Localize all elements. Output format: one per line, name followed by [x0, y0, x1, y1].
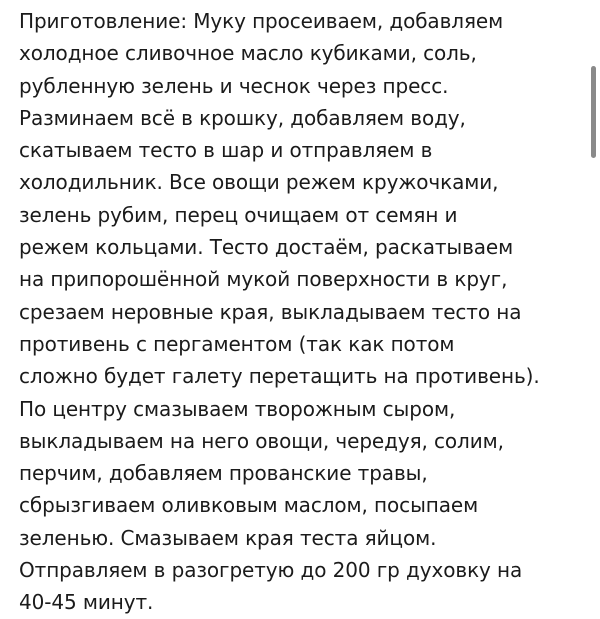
recipe-line: рубленную зелень и чеснок через пресс.	[19, 73, 449, 98]
recipe-line: холодильник. Все овощи режем кружочками,	[19, 170, 499, 195]
recipe-line: холодное сливочное масло кубиками, соль,	[19, 41, 477, 66]
recipe-line: срезаем неровные края, выкладываем тесто на	[19, 299, 522, 324]
recipe-line: 40-45 минут.	[19, 590, 154, 615]
recipe-line: зеленью. Смазываем края теста яйцом.	[19, 525, 437, 550]
recipe-line: Разминаем всё в крошку, добавляем воду,	[19, 105, 466, 130]
recipe-line: режем кольцами. Тесто достаём, раскатываем	[19, 235, 514, 260]
recipe-line: сбрызгиваем оливковым маслом, посыпаем	[19, 493, 479, 518]
vertical-scrollbar[interactable]	[591, 66, 596, 158]
recipe-line: Отправляем в разогретую до 200 гр духовку на	[19, 558, 523, 583]
recipe-line: перчим, добавляем прованские травы,	[19, 461, 428, 486]
recipe-line: Приготовление: Муку просеиваем, добавляем	[19, 9, 504, 33]
recipe-line: зелень рубим, перец очищаем от семян и	[19, 202, 458, 227]
recipe-line: По центру смазываем творожным сыром,	[19, 396, 456, 421]
recipe-line: на припорошённой мукой поверхности в круг,	[19, 267, 508, 292]
recipe-paragraph	[19, 5, 540, 619]
recipe-line: скатываем тесто в шар и отправляем в	[19, 138, 433, 163]
recipe-line: выкладываем на него овощи, чередуя, солим,	[19, 428, 504, 453]
recipe-line: противень с пергаментом (так как потом	[19, 331, 455, 356]
recipe-line: сложно будет галету перетащить на противень).	[19, 364, 540, 389]
